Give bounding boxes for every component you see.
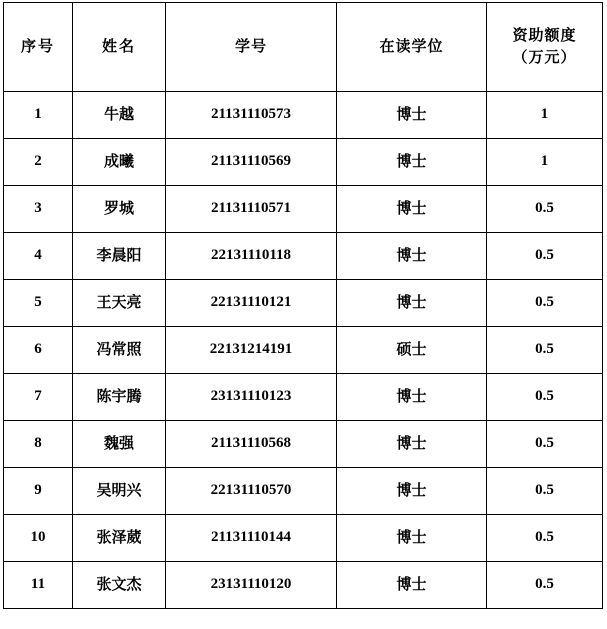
table-row [4,186,603,233]
cell-index: 1 [4,92,73,139]
cell-amount: 0.5 [487,280,603,327]
cell-name: 冯常照 [73,327,166,374]
cell-student-id: 22131110118 [166,233,337,280]
table-row [4,515,603,562]
table-header-row [4,3,603,92]
cell-name: 罗城 [73,186,166,233]
column-header-amount-line1: 资助额度 [512,27,577,45]
cell-amount: 0.5 [487,186,603,233]
cell-index: 11 [4,562,73,609]
cell-index: 2 [4,139,73,186]
column-header-student-id: 学号 [166,3,337,92]
cell-amount: 0.5 [487,233,603,280]
column-header-amount [487,3,603,92]
cell-name: 李晨阳 [73,233,166,280]
table-row [4,327,603,374]
cell-student-id: 21131110144 [166,515,337,562]
cell-student-id: 23131110123 [166,374,337,421]
cell-name: 王天亮 [73,280,166,327]
cell-student-id: 21131110569 [166,139,337,186]
table-row [4,233,603,280]
cell-name: 魏强 [73,421,166,468]
cell-student-id: 22131110570 [166,468,337,515]
cell-name: 陈宇腾 [73,374,166,421]
cell-degree: 博士 [337,139,487,186]
cell-student-id: 23131110120 [166,562,337,609]
table-row [4,374,603,421]
cell-index: 6 [4,327,73,374]
cell-index: 7 [4,374,73,421]
cell-name: 成曦 [73,139,166,186]
cell-degree: 博士 [337,186,487,233]
grant-recipients-table [3,2,603,609]
table-header [4,3,603,92]
cell-degree: 博士 [337,280,487,327]
cell-degree: 博士 [337,562,487,609]
table-row [4,92,603,139]
cell-amount: 0.5 [487,515,603,562]
table-row [4,468,603,515]
cell-student-id: 21131110573 [166,92,337,139]
cell-student-id: 21131110571 [166,186,337,233]
cell-amount: 1 [487,92,603,139]
cell-index: 5 [4,280,73,327]
cell-amount: 0.5 [487,421,603,468]
column-header-amount-unit: （万元） [512,49,577,66]
table-row [4,139,603,186]
cell-amount: 1 [487,139,603,186]
cell-name: 张泽葳 [73,515,166,562]
table-row [4,280,603,327]
cell-name: 张文杰 [73,562,166,609]
cell-degree: 博士 [337,374,487,421]
cell-amount: 0.5 [487,468,603,515]
cell-index: 9 [4,468,73,515]
cell-student-id: 22131214191 [166,327,337,374]
cell-amount: 0.5 [487,562,603,609]
cell-name: 牛越 [73,92,166,139]
cell-degree: 博士 [337,233,487,280]
cell-student-id: 21131110568 [166,421,337,468]
cell-index: 8 [4,421,73,468]
cell-degree: 硕士 [337,327,487,374]
column-header-degree: 在读学位 [337,3,487,92]
cell-index: 3 [4,186,73,233]
table-row [4,421,603,468]
cell-degree: 博士 [337,421,487,468]
cell-degree: 博士 [337,468,487,515]
column-header-index: 序号 [4,3,73,92]
table-body [4,92,603,609]
cell-degree: 博士 [337,92,487,139]
cell-index: 4 [4,233,73,280]
column-header-name: 姓名 [73,3,166,92]
cell-index: 10 [4,515,73,562]
document-page [0,2,607,629]
cell-name: 吴明兴 [73,468,166,515]
cell-amount: 0.5 [487,374,603,421]
cell-student-id: 22131110121 [166,280,337,327]
cell-degree: 博士 [337,515,487,562]
cell-amount: 0.5 [487,327,603,374]
table-row [4,562,603,609]
